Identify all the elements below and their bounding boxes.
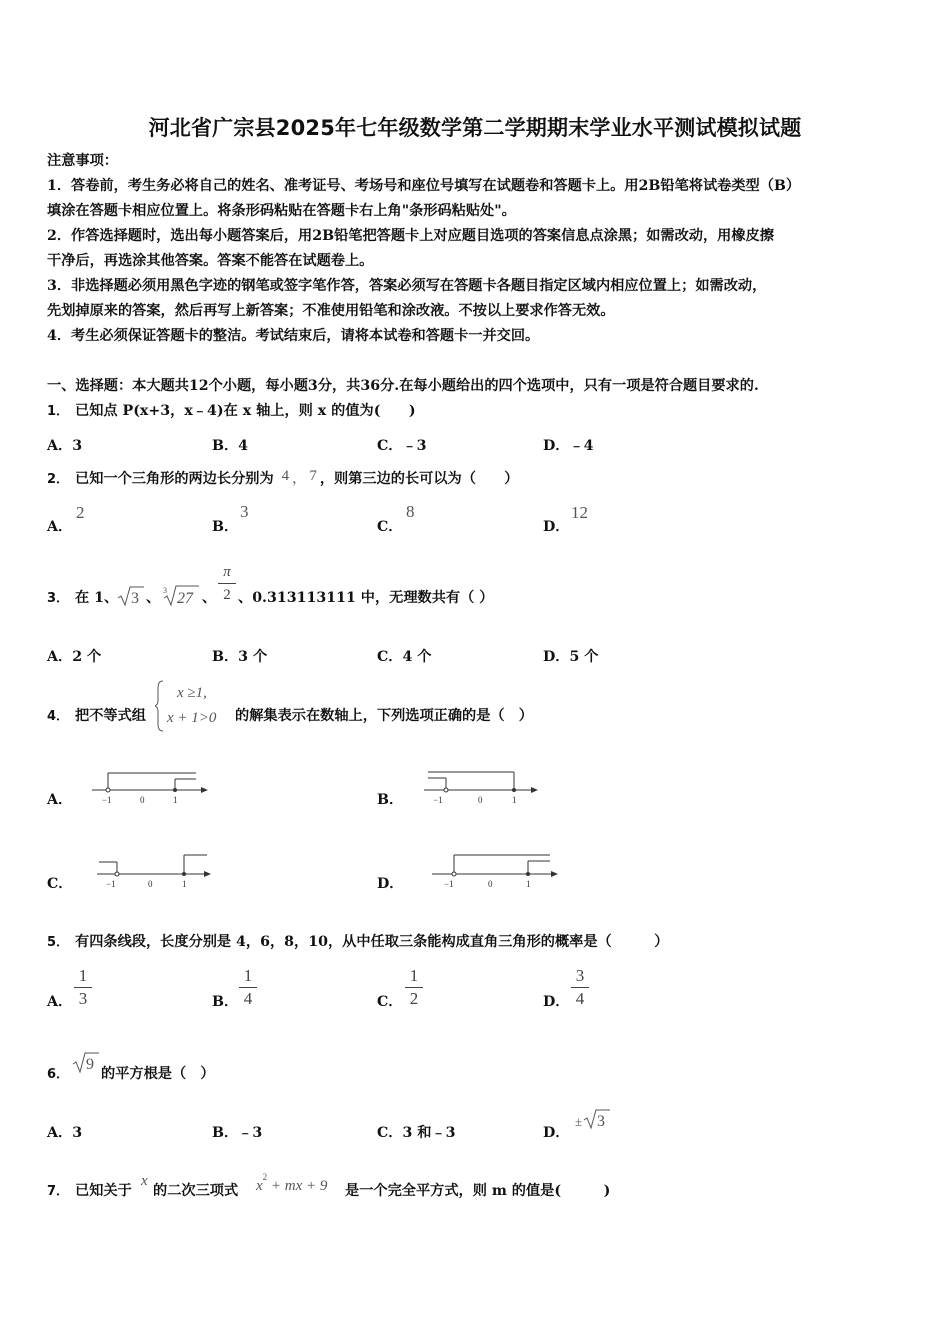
- question-3: [47, 589, 118, 608]
- question-text: 有四条线段，长度分别是 4，6，8，10，从中任取三条能构成直角三角形的概率是（ ）: [75, 934, 669, 950]
- question-number: 6．: [47, 1067, 70, 1082]
- question-7: [47, 1182, 132, 1201]
- fraction-numerator: π: [223, 564, 231, 580]
- question-text: 的二次三项式: [153, 1183, 239, 1199]
- question-5: [47, 933, 668, 952]
- fraction-bar: [218, 583, 236, 584]
- question-text: 的解集表示在数轴上，下列选项正确的是（ ）: [235, 708, 533, 724]
- tick-label: 0: [488, 879, 493, 889]
- tick-label: −1: [102, 795, 112, 805]
- tick-label: 1: [512, 795, 517, 805]
- option-d-fraction: [570, 966, 590, 1009]
- plus-minus-sqrt-3: [574, 1107, 614, 1133]
- tick-label: −1: [106, 879, 116, 889]
- question-4: [47, 707, 146, 726]
- option-c: C．﹣3: [377, 438, 427, 454]
- option-d: D．﹣4: [543, 438, 594, 454]
- notice-line: 先划掉原来的答案，然后再写上新答案；不准使用铅笔和涂改液。不按以上要求作答无效。: [47, 303, 615, 319]
- question-6: [47, 1065, 75, 1084]
- option-a: A．3: [47, 438, 83, 454]
- tick-label: 0: [148, 879, 153, 889]
- option-b: B．: [377, 792, 404, 808]
- question-text: 的平方根是（ ）: [101, 1066, 215, 1082]
- option-c: C．3 和﹣3: [377, 1125, 456, 1141]
- notice-line: 填涂在答题卡相应位置上。将条形码粘贴在答题卡右上角"条形码粘贴处"。: [47, 203, 516, 219]
- option-a: A．3: [47, 1125, 83, 1141]
- tick-label: −1: [433, 795, 443, 805]
- option-c: C．: [47, 876, 73, 892]
- option-a: A．: [47, 994, 73, 1010]
- question-2: [47, 470, 518, 489]
- option-a-fraction: [73, 966, 93, 1009]
- number-line-d: [428, 850, 563, 892]
- option-d-value: 12: [571, 503, 588, 522]
- option-a: A．: [47, 792, 73, 808]
- question-1: [47, 402, 416, 421]
- option-a: A．: [47, 519, 73, 535]
- section-heading: 一、选择题：本大题共12个小题，每小题3分，共36分.在每小题给出的四个选项中，只有一项是符合题目要求的.: [47, 378, 759, 394]
- number-line-c: [93, 852, 218, 892]
- option-b: B．﹣3: [212, 1125, 263, 1141]
- fraction-pi-over-2: [217, 562, 237, 605]
- number-line-a: [88, 768, 213, 808]
- fraction-numerator: 1: [409, 966, 419, 985]
- fraction-bar: [239, 987, 257, 988]
- separator: 、: [146, 590, 161, 606]
- tick-label: 1: [182, 879, 187, 889]
- side-length-a: 4: [281, 468, 290, 484]
- fraction-denominator: 2: [223, 587, 231, 603]
- tick-label: 1: [526, 879, 531, 889]
- polynomial-exponent: 2: [262, 1172, 268, 1182]
- option-b-fraction: [238, 966, 258, 1009]
- notice-line: 干净后，再选涂其他答案。答案不能答在试题卷上。: [47, 253, 374, 269]
- option-b: B．4: [212, 438, 249, 454]
- option-d: D．: [543, 994, 570, 1010]
- tick-label: 0: [478, 795, 483, 805]
- option-c-fraction: [404, 966, 424, 1009]
- option-b: B．: [212, 519, 239, 535]
- polynomial-rest: + mx + 9: [267, 1178, 328, 1194]
- question-text: 已知一个三角形的两边长分别为: [75, 471, 274, 487]
- option-c-value: 8: [406, 502, 415, 521]
- inequality-1: x ≥1,: [177, 685, 207, 701]
- polynomial-base: x: [256, 1178, 263, 1194]
- question-number: 4．: [47, 709, 70, 724]
- cube-root-27-expression: [162, 582, 200, 608]
- fraction-numerator: 3: [575, 966, 585, 985]
- fraction-numerator: 1: [243, 966, 253, 985]
- fraction-denominator: 3: [78, 989, 88, 1008]
- question-number: 2．: [47, 472, 70, 487]
- fraction-numerator: 1: [78, 966, 88, 985]
- notice-line: 3．非选择题必须用黑色字迹的钢笔或签字笔作答，答案必须写在答题卡各题目指定区域内相应位置上；如需改动，: [47, 278, 767, 294]
- fraction-bar: [571, 987, 589, 988]
- side-length-b: 7: [309, 468, 317, 484]
- option-b: B．3 个: [212, 649, 268, 665]
- question-text: 是一个完全平方式，则 m 的值是( ): [345, 1183, 611, 1199]
- sqrt-argument: 9: [86, 1056, 94, 1073]
- notice-line: 2．作答选择题时，选出每小题答案后，用2B铅笔把答题卡上对应题目选项的答案信息点涂黑；如需改动，用橡皮擦: [47, 228, 774, 244]
- question-text: 在 1、: [75, 590, 119, 606]
- option-b: B．: [212, 994, 239, 1010]
- question-text: 已知关于: [75, 1183, 132, 1199]
- question-number: 3．: [47, 591, 70, 606]
- tick-label: 1: [173, 795, 178, 805]
- notice-line: 4．考生必须保证答题卡的整洁。考试结束后，请将本试卷和答题卡一并交回。: [47, 328, 540, 344]
- variable-x: x: [141, 1173, 148, 1189]
- fraction-bar: [74, 987, 92, 988]
- sqrt-argument: 3: [131, 590, 139, 607]
- tick-label: 0: [140, 795, 145, 805]
- sqrt-argument: 3: [597, 1113, 605, 1130]
- option-c: C．: [377, 994, 403, 1010]
- fraction-denominator: 2: [409, 989, 419, 1008]
- question-text: 、0.313113111 中，无理数共有（ ）: [238, 590, 494, 606]
- question-text: ，则第三边的长可以为（ ）: [319, 471, 519, 487]
- option-d: D．5 个: [543, 649, 599, 665]
- sqrt-3-expression: [117, 584, 145, 608]
- notice-heading: 注意事项：: [47, 153, 118, 169]
- question-text: 把不等式组: [75, 708, 146, 724]
- question-number: 7．: [47, 1184, 70, 1199]
- notice-line: 1．答卷前，考生务必将自己的姓名、准考证号、考场号和座位号填写在试题卷和答题卡上。用2B铅笔将试卷类型（B）: [47, 178, 801, 194]
- fraction-denominator: 4: [243, 989, 253, 1008]
- fraction-bar: [405, 987, 423, 988]
- polynomial-expression: [256, 1172, 327, 1195]
- root-index: 3: [163, 586, 167, 595]
- option-d: D．: [377, 876, 404, 892]
- option-a-value: 2: [76, 503, 85, 522]
- fraction-denominator: 4: [575, 989, 585, 1008]
- separator: 、: [202, 590, 217, 606]
- plus-minus-sign: ±: [575, 1114, 583, 1129]
- inequality-2: x + 1>0: [167, 710, 217, 726]
- sqrt-9-expression: [72, 1050, 100, 1076]
- option-d: D．: [543, 1125, 570, 1141]
- option-c: C．4 个: [377, 649, 432, 665]
- inequality-system: [155, 678, 235, 734]
- separator: ，: [292, 471, 307, 487]
- question-text: 已知点 P(x+3，x﹣4)在 x 轴上，则 x 的值为( ): [75, 403, 416, 419]
- question-number: 1．: [47, 404, 70, 419]
- option-b-value: 3: [240, 502, 249, 521]
- tick-label: −1: [444, 879, 454, 889]
- root-argument: 27: [177, 590, 193, 607]
- number-line-b: [420, 766, 545, 806]
- option-a: A．2 个: [47, 649, 102, 665]
- option-d: D．: [543, 519, 570, 535]
- page-title: 河北省广宗县2025年七年级数学第二学期期末学业水平测试模拟试题: [148, 116, 802, 140]
- option-c: C．: [377, 519, 403, 535]
- question-number: 5．: [47, 935, 70, 950]
